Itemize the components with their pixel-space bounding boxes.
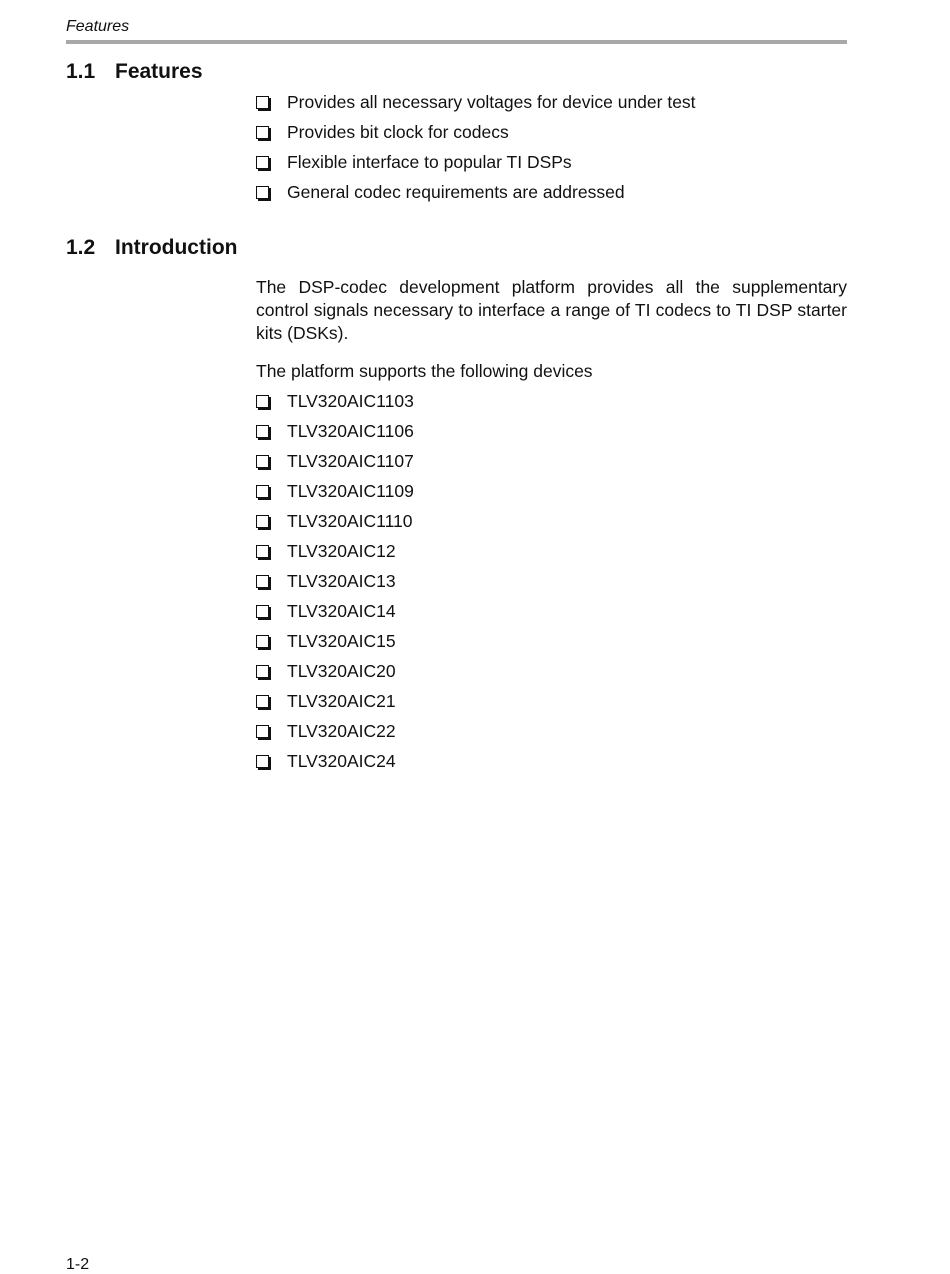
list-item: General codec requirements are addressed	[256, 181, 696, 211]
checkbox-square-icon	[256, 575, 269, 588]
checkbox-square-icon	[256, 485, 269, 498]
list-item: Provides all necessary voltages for device under test	[256, 91, 696, 121]
list-item: TLV320AIC1107	[256, 450, 414, 480]
section-heading-introduction	[66, 235, 237, 261]
header-rule	[66, 40, 847, 44]
checkbox-square-icon	[256, 755, 269, 768]
list-item: TLV320AIC13	[256, 570, 414, 600]
devices-list	[256, 390, 414, 780]
list-item: TLV320AIC12	[256, 540, 414, 570]
page-number: 1-2	[66, 1256, 90, 1273]
devices-intro-text: The platform supports the following devices	[256, 361, 593, 381]
checkbox-square-icon	[256, 126, 269, 139]
features-list	[256, 91, 696, 211]
list-item: TLV320AIC24	[256, 750, 414, 780]
list-item: TLV320AIC22	[256, 720, 414, 750]
checkbox-square-icon	[256, 605, 269, 618]
list-item: TLV320AIC1110	[256, 510, 414, 540]
section-heading-features	[66, 59, 203, 85]
checkbox-square-icon	[256, 665, 269, 678]
checkbox-square-icon	[256, 455, 269, 468]
list-item: Provides bit clock for codecs	[256, 121, 696, 151]
checkbox-square-icon	[256, 545, 269, 558]
list-item: TLV320AIC1109	[256, 480, 414, 510]
section-number: 1.1	[66, 60, 96, 83]
checkbox-square-icon	[256, 96, 269, 109]
checkbox-square-icon	[256, 515, 269, 528]
list-item: TLV320AIC14	[256, 600, 414, 630]
list-item: TLV320AIC21	[256, 690, 414, 720]
list-item: TLV320AIC15	[256, 630, 414, 660]
section-number: 1.2	[66, 236, 96, 259]
checkbox-square-icon	[256, 695, 269, 708]
checkbox-square-icon	[256, 186, 269, 199]
checkbox-square-icon	[256, 425, 269, 438]
intro-paragraph: The DSP-codec development platform provides all the supplementary control signals necessary to interface a range of TI codecs to TI DSP starter kits (DSKs).	[256, 277, 847, 343]
section-title: Features	[115, 60, 203, 83]
checkbox-square-icon	[256, 725, 269, 738]
list-item: TLV320AIC1103	[256, 390, 414, 420]
checkbox-square-icon	[256, 635, 269, 648]
list-item: TLV320AIC20	[256, 660, 414, 690]
checkbox-square-icon	[256, 156, 269, 169]
running-header: Features	[66, 18, 130, 35]
list-item: Flexible interface to popular TI DSPs	[256, 151, 696, 181]
checkbox-square-icon	[256, 395, 269, 408]
section-title: Introduction	[115, 236, 238, 259]
list-item: TLV320AIC1106	[256, 420, 414, 450]
